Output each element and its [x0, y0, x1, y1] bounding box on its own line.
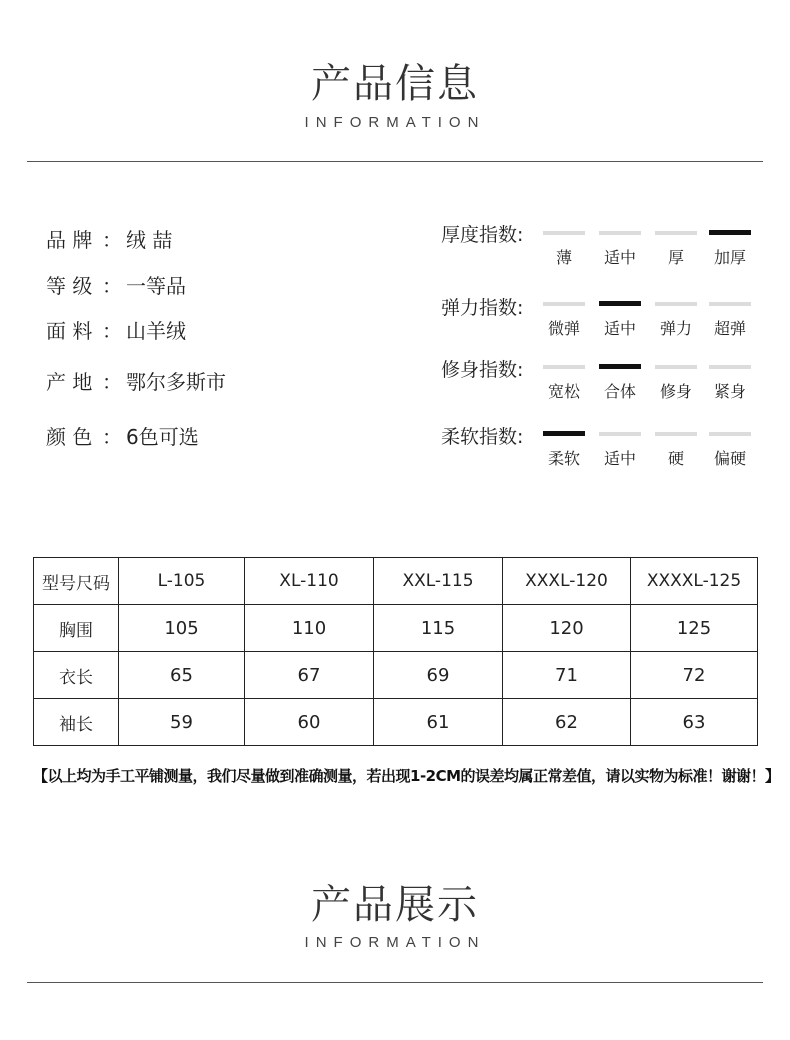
spec-value: 绒 喆	[126, 228, 173, 252]
spec-value: 6色可选	[126, 425, 199, 449]
scale-option-label: 厚	[667, 248, 684, 267]
table-row-label: 胸围	[34, 605, 119, 652]
scale-bar-selected	[709, 230, 751, 235]
scale-bar-selected	[599, 301, 641, 306]
table-header-cell: 型号尺码	[34, 558, 119, 605]
softness-index-scale	[543, 432, 753, 472]
scale-bar	[543, 302, 585, 306]
table-cell: 69	[374, 652, 503, 699]
spec-color: 颜 色 ： 6色可选	[46, 421, 199, 450]
scale-bar	[599, 231, 641, 235]
scale-bar	[655, 231, 697, 235]
scale-option-label: 适中	[603, 449, 636, 468]
table-cell: 105	[119, 605, 245, 652]
table-cell: 71	[503, 652, 631, 699]
spec-label: 面 料	[46, 319, 93, 343]
size-table	[33, 557, 758, 746]
scale-bar-selected	[543, 431, 585, 436]
spec-value: 一等品	[126, 274, 186, 298]
elasticity-index-scale	[543, 302, 753, 342]
scale-bar	[543, 231, 585, 235]
table-cell: 120	[503, 605, 631, 652]
display-divider	[27, 982, 763, 983]
table-header-cell: L-105	[119, 558, 245, 605]
scale-bar	[655, 365, 697, 369]
table-cell: 110	[245, 605, 374, 652]
spec-value: 山羊绒	[126, 319, 186, 343]
scale-bar	[655, 432, 697, 436]
table-header-row	[34, 558, 758, 605]
spec-label: 产 地	[46, 370, 93, 394]
table-cell: 59	[119, 699, 245, 746]
table-cell: 63	[631, 699, 758, 746]
scale-option-label: 宽松	[547, 382, 580, 401]
table-row	[34, 699, 758, 746]
info-section-title: 产品信息	[311, 61, 479, 107]
table-header-cell: XXL-115	[374, 558, 503, 605]
scale-option-label: 适中	[603, 248, 636, 267]
scale-option-label: 合体	[603, 382, 636, 401]
table-cell: 125	[631, 605, 758, 652]
table-header-cell: XXXXL-125	[631, 558, 758, 605]
table-cell: 62	[503, 699, 631, 746]
display-section-title: 产品展示	[311, 882, 479, 928]
table-row-label: 袖长	[34, 699, 119, 746]
scale-option-label: 修身	[659, 382, 692, 401]
table-header-cell: XXXL-120	[503, 558, 631, 605]
table-cell: 115	[374, 605, 503, 652]
scale-option-label: 超弹	[713, 319, 746, 338]
spec-origin: 产 地 ： 鄂尔多斯市	[46, 366, 226, 395]
spec-grade: 等 级 ： 一等品	[46, 270, 186, 299]
table-cell: 60	[245, 699, 374, 746]
table-row	[34, 605, 758, 652]
info-divider	[27, 161, 763, 162]
scale-bar	[709, 365, 751, 369]
softness-index-label: 柔软指数:	[441, 426, 524, 448]
measurement-note: 【以上均为手工平铺测量，我们尽量做到准确测量，若出现1-2CM的误差均属正常差值，请以实物为标准！谢谢！】	[33, 767, 780, 785]
scale-option-label: 弹力	[659, 319, 692, 338]
fit-index-label: 修身指数:	[441, 359, 524, 381]
spec-label: 颜 色	[46, 425, 93, 449]
table-cell: 65	[119, 652, 245, 699]
display-section-subtitle: INFORMATION	[304, 934, 486, 951]
scale-bar	[543, 365, 585, 369]
scale-option-label: 硬	[667, 449, 684, 468]
scale-option-label: 加厚	[713, 248, 746, 267]
scale-option-label: 柔软	[547, 449, 580, 468]
elasticity-index-label: 弹力指数:	[441, 297, 524, 319]
spec-label: 品 牌	[46, 228, 93, 252]
spec-brand: 品 牌 ： 绒 喆	[46, 224, 172, 253]
spec-label: 等 级	[46, 274, 93, 298]
scale-bar	[599, 432, 641, 436]
table-cell: 61	[374, 699, 503, 746]
scale-option-label: 偏硬	[713, 449, 746, 468]
table-cell: 67	[245, 652, 374, 699]
spec-value: 鄂尔多斯市	[126, 370, 226, 394]
scale-bar-selected	[599, 364, 641, 369]
table-cell: 72	[631, 652, 758, 699]
scale-bar	[655, 302, 697, 306]
info-section-subtitle: INFORMATION	[304, 114, 486, 131]
thickness-index-scale	[543, 231, 753, 271]
scale-option-label: 微弹	[547, 319, 580, 338]
table-row	[34, 652, 758, 699]
scale-option-label: 适中	[603, 319, 636, 338]
fit-index-scale	[543, 365, 753, 405]
table-header-cell: XL-110	[245, 558, 374, 605]
scale-option-label: 紧身	[713, 382, 746, 401]
scale-bar	[709, 302, 751, 306]
spec-fabric: 面 料 ： 山羊绒	[46, 315, 186, 344]
thickness-index-label: 厚度指数:	[441, 224, 524, 246]
scale-option-label: 薄	[555, 248, 572, 267]
scale-bar	[709, 432, 751, 436]
table-row-label: 衣长	[34, 652, 119, 699]
